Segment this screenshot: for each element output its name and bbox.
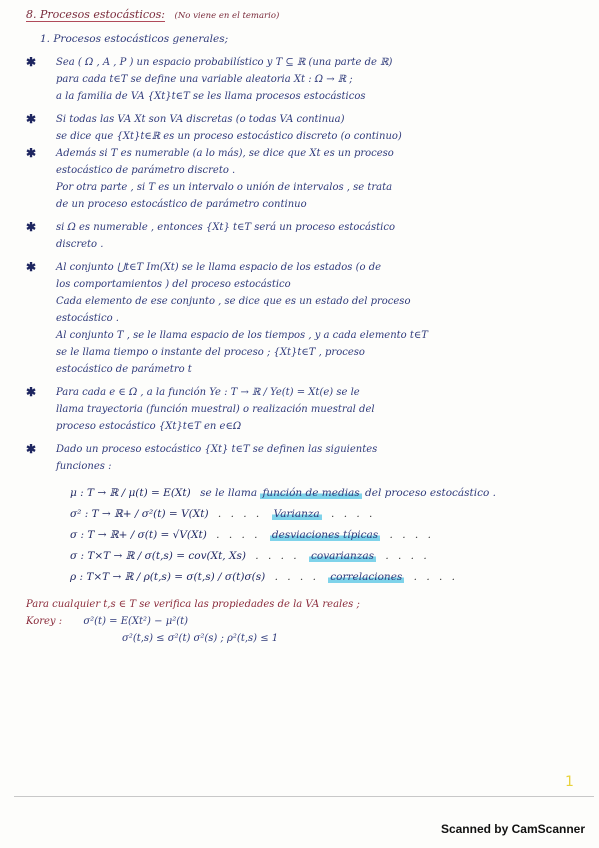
text-line: estocástico de parámetro discreto .	[56, 165, 236, 176]
text-line: Al conjunto T , se le llama espacio de los tiempos , y a cada elemento t∈T	[56, 330, 428, 341]
korey-line	[26, 613, 586, 630]
definition-formula: σ² : T → ℝ+ / σ²(t) = V(Xt)	[70, 508, 209, 520]
text-line: Dado un proceso estocástico {Xt} t∈T se definen las siguientes	[56, 444, 378, 455]
definition-term: función de medias	[262, 487, 360, 499]
page-divider	[14, 796, 594, 797]
definition-connector: se le llama	[200, 487, 258, 499]
definition-dots: . . . .	[216, 529, 261, 541]
definition-term: Varianza	[273, 508, 320, 520]
definition-tail: del proceso estocástico .	[365, 487, 497, 499]
text-line: proceso estocástico {Xt}t∈T en e∈Ω	[56, 421, 242, 432]
text-line: funciones :	[56, 461, 112, 472]
text-line: si Ω es numerable , entonces {Xt} t∈T será un proceso estocástico	[56, 222, 395, 233]
section-title-text: 8. Procesos estocásticos:	[26, 8, 165, 21]
definition-formula: σ : T×T → ℝ / σ(t,s) = cov(Xt, Xs)	[70, 550, 246, 562]
text-line: a la familia de VA {Xt}t∈T se les llama procesos estocásticos	[56, 91, 366, 102]
text-line: Por otra parte , si T es un intervalo o unión de intervalos , se trata	[56, 182, 393, 193]
definition-formula: μ : T → ℝ / μ(t) = E(Xt)	[70, 487, 191, 499]
asterisk-icon: ✱	[26, 146, 37, 160]
definition-term: covarianzas	[311, 550, 374, 562]
text-line: Además si T es numerable (a lo más), se dice que Xt es un proceso	[56, 148, 394, 159]
definition-term: desviaciones típicas	[271, 529, 379, 541]
text-line: se dice que {Xt}t∈ℝ es un proceso estocástico discreto (o continuo)	[56, 131, 402, 142]
korey-formula: σ²(t) = E(Xt²) − μ²(t)	[83, 616, 189, 627]
text-line: llama trayectoria (función muestral) o realización muestral del	[56, 404, 375, 415]
text-line: estocástico de parámetro t	[56, 364, 192, 375]
properties-intro: Para cualquier t,s ∈ T se verifica las propiedades de la VA reales ;	[26, 599, 360, 610]
section-title-note: (No viene en el temario)	[174, 11, 280, 21]
asterisk-icon: ✱	[26, 55, 37, 69]
text-line: para cada t∈T se define una variable aleatoria Xt : Ω → ℝ ;	[56, 74, 353, 85]
definition-covariance	[26, 548, 586, 565]
text-line: Si todas las VA Xt son VA discretas (o todas VA continua)	[56, 114, 345, 125]
definition-tail: . . . .	[389, 529, 434, 541]
paragraph-2	[26, 111, 586, 145]
definition-term: correlaciones	[330, 571, 403, 583]
section-title	[26, 6, 586, 25]
asterisk-icon: ✱	[26, 442, 37, 456]
text-line: discreto .	[56, 239, 104, 250]
handwritten-notes	[26, 6, 586, 647]
paragraph-5	[26, 259, 586, 378]
definition-dots: . . . .	[217, 508, 263, 520]
paragraph-4	[26, 219, 586, 253]
scanner-watermark: Scanned by CamScanner	[440, 822, 585, 836]
paragraph-7	[26, 441, 586, 475]
text-line: Cada elemento de ese conjunto , se dice que es un estado del proceso	[56, 296, 411, 307]
text-line: estocástico .	[56, 313, 119, 324]
asterisk-icon: ✱	[26, 385, 37, 399]
text-line: Sea ( Ω , A , P ) un espacio probabilístico y T ⊆ ℝ (una parte de ℝ)	[56, 57, 393, 68]
text-line: Al conjunto ⋃t∈T Im(Xt) se le llama espacio de los estados (o de	[56, 262, 382, 273]
definition-dots: . . . .	[255, 550, 300, 562]
definition-std	[26, 527, 586, 544]
korey-label: Korey :	[26, 616, 63, 627]
definition-dots: . . . .	[274, 571, 319, 583]
subsection-title: 1. Procesos estocásticos generales;	[40, 33, 229, 45]
text-line: los comportamientos ) del proceso estocástico	[56, 279, 291, 290]
definition-formula: ρ : T×T → ℝ / ρ(t,s) = σ(t,s) / σ(t)σ(s)	[70, 571, 266, 583]
definition-tail: . . . .	[331, 508, 376, 520]
text-line: de un proceso estocástico de parámetro continuo	[56, 199, 307, 210]
asterisk-icon: ✱	[26, 260, 37, 274]
text-line: Para cada e ∈ Ω , a la función Ye : T → ℝ / Ye(t) = Xt(e) se le	[56, 387, 360, 398]
definition-correlation	[26, 569, 586, 586]
page-number: 1	[565, 774, 574, 790]
definition-variance	[26, 506, 586, 523]
definition-formula: σ : T → ℝ+ / σ(t) = √V(Xt)	[70, 529, 207, 541]
text-line: se le llama tiempo o instante del proceso ; {Xt}t∈T , proceso	[56, 347, 365, 358]
paragraph-3	[26, 145, 586, 213]
paragraph-6	[26, 384, 586, 435]
definition-tail: . . . .	[413, 571, 459, 583]
definition-mean	[26, 485, 586, 502]
asterisk-icon: ✱	[26, 220, 37, 234]
asterisk-icon: ✱	[26, 112, 37, 126]
definition-tail: . . . .	[385, 550, 430, 562]
inequality-line: σ²(t,s) ≤ σ²(t) σ²(s) ; ρ²(t,s) ≤ 1	[122, 633, 279, 644]
paragraph-1	[26, 54, 586, 105]
